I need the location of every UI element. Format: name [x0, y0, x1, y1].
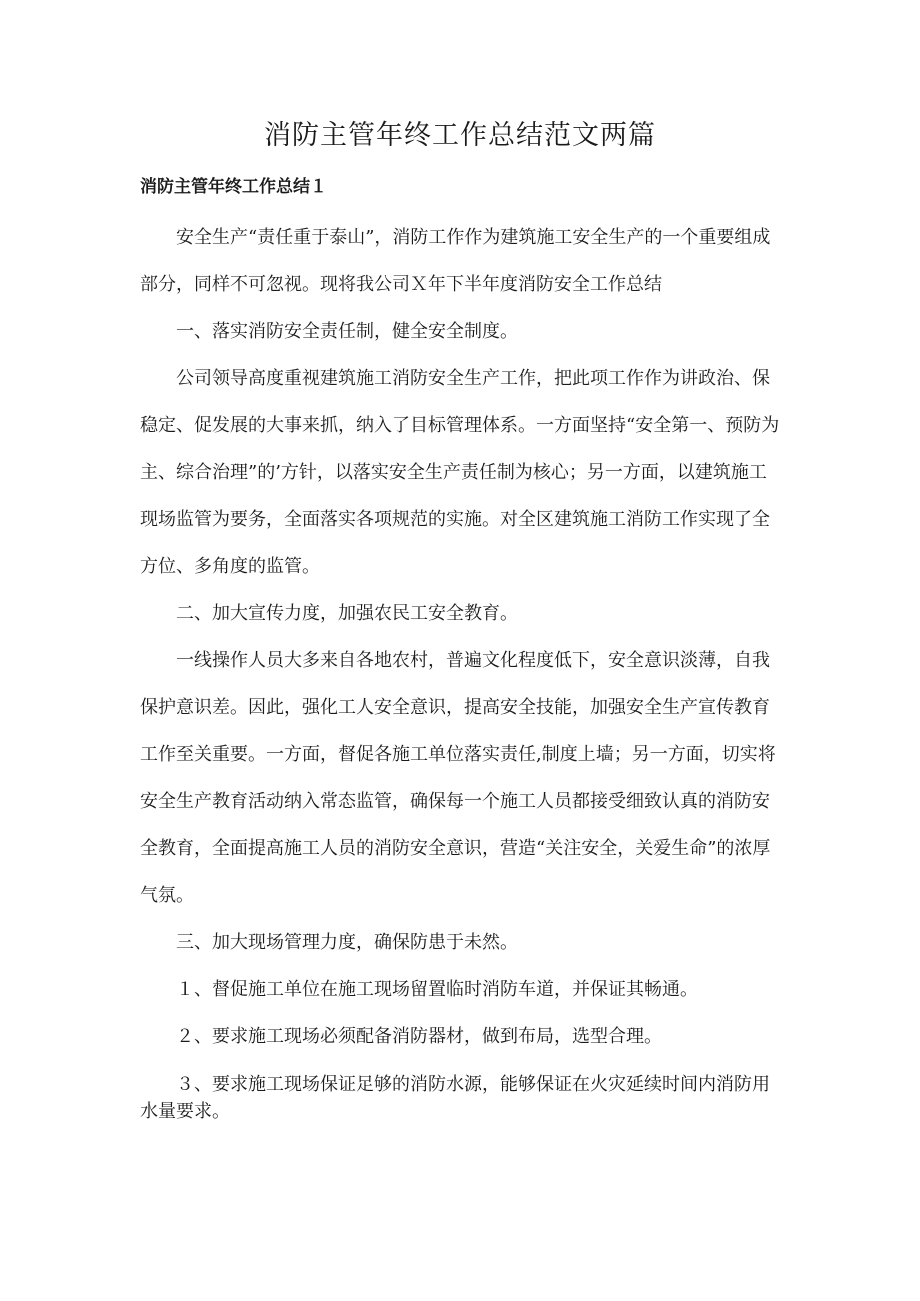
- list-item-3: ３、要求施工现场保证足够的消防水源，能够保证在火灾延续时间内消防用水量要求。: [140, 1074, 770, 1122]
- paragraph-heading-3: 三、加大现场管理力度，确保防患于未然。: [176, 932, 518, 953]
- list-item-1: １、督促施工单位在施工现场留置临时消防车道，并保证其畅通。: [176, 979, 698, 1000]
- paragraph-responsibility: 公司领导高度重视建筑施工消防安全生产工作，把此项工作作为讲政治、保稳定、促发展的大事来抓，纳入了目标管理体系。一方面坚持“安全第一、预防为主、综合治理”的’方针，以落实安全生产责任制为核心；另一方面，以建筑施工现场监管为要务，全面落实各项规范的实施。对全区建筑施工消防工作实现了全方位、多角度的监管。: [140, 368, 780, 577]
- paragraph-heading-2: 二、加大宣传力度，加强农民工安全教育。: [176, 603, 518, 624]
- document-title: 消防主管年终工作总结范文两篇: [264, 120, 656, 151]
- paragraph-education: 一线操作人员大多来自各地农村，普遍文化程度低下，安全意识淡薄，自我保护意识差。因此，强化工人安全意识，提高安全技能，加强安全生产宣传教育工作至关重要。一方面，督促各施工单位落实责任,制度上墙；另一方面，切实将安全生产教育活动纳入常态监管，确保每一个施工人员都接受细致认真的消防安全教育，全面提高施工人员的消防安全意识，营造“关注安全，关爱生命”的浓厚气氛。: [140, 650, 776, 906]
- section-title: 消防主管年终工作总结１: [140, 177, 327, 197]
- paragraph-intro: 安全生产“责任重于泰山”，消防工作作为建筑施工安全生产的一个重要组成部分，同样不可忽视。现将我公司Ｘ年下半年度消防安全工作总结: [140, 227, 771, 295]
- paragraph-heading-1: 一、落实消防安全责任制，健全安全制度。: [176, 321, 518, 342]
- list-item-2: ２、要求施工现场必须配备消防器材，做到布局，选型合理。: [176, 1026, 662, 1047]
- document-body: [140, 214, 784, 1125]
